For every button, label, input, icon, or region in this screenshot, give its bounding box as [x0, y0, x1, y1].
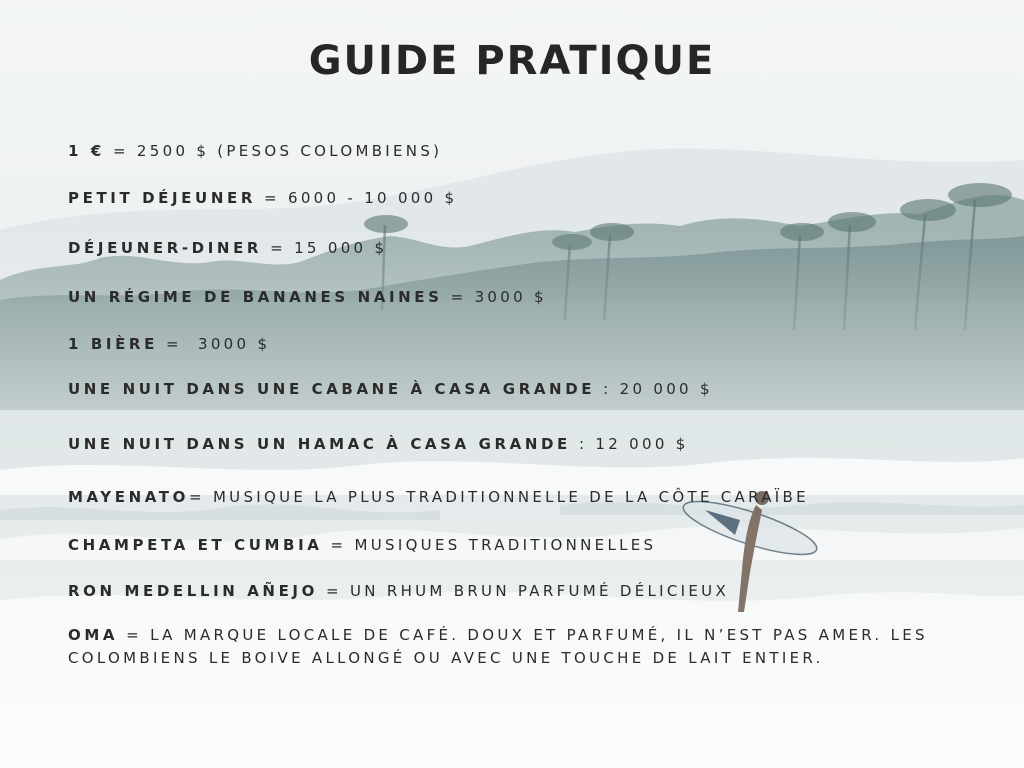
item-separator: :: [595, 380, 620, 398]
item-key: 1 BIÈRE: [68, 335, 158, 353]
page-title: GUIDE PRATIQUE: [308, 38, 716, 84]
guide-item-rum: [68, 580, 729, 603]
item-value: 15 000 $: [294, 239, 388, 257]
item-value: 12 000 $: [595, 435, 689, 453]
item-value: 20 000 $: [619, 380, 713, 398]
guide-item-mayenato: [68, 486, 809, 509]
guide-item-cabin-night: [68, 378, 713, 401]
item-separator: =: [322, 536, 355, 554]
item-separator: =: [262, 239, 295, 257]
item-key: PETIT DÉJEUNER: [68, 189, 256, 207]
item-value: MUSIQUES TRADITIONNELLES: [354, 536, 657, 554]
item-value: UN RHUM BRUN PARFUMÉ DÉLICIEUX: [349, 582, 730, 600]
item-value: 3000 $: [198, 335, 271, 353]
item-key: CHAMPETA ET CUMBIA: [68, 536, 323, 554]
item-value: LA MARQUE LOCALE DE CAFÉ. DOUX ET PARFUMÉ, IL N’EST PAS AMER. LES COLOMBIENS LE BOIVE ALLONGÉ OU AVEC UNE TOUCHE DE LAIT ENTIER.: [68, 626, 928, 667]
item-separator: =: [255, 189, 288, 207]
guide-item-exchange-rate: [68, 140, 442, 163]
item-value: 3000 $: [474, 288, 547, 306]
guide-item-champeta-cumbia: [68, 534, 656, 557]
item-key: UN RÉGIME DE BANANES NAINES: [68, 288, 443, 306]
item-separator: =: [118, 626, 151, 644]
item-key: 1 €: [68, 142, 105, 160]
item-separator: =: [157, 335, 198, 353]
item-separator: =: [189, 488, 213, 506]
item-key: UNE NUIT DANS UNE CABANE À CASA GRANDE: [68, 380, 596, 398]
item-key: UNE NUIT DANS UN HAMAC À CASA GRANDE: [68, 435, 571, 453]
item-key: DÉJEUNER-DINER: [68, 239, 263, 257]
item-separator: =: [317, 582, 350, 600]
guide-item-hammock-night: [68, 433, 689, 456]
guide-item-breakfast: [68, 187, 457, 210]
guide-item-coffee: [68, 624, 1018, 670]
guide-item-beer: [68, 333, 270, 356]
item-value: 2500 $ (PESOS COLOMBIENS): [136, 142, 443, 160]
item-value: MUSIQUE LA PLUS TRADITIONNELLE DE LA CÔTE CARAÏBE: [212, 488, 809, 506]
item-separator: :: [570, 435, 596, 453]
item-key: RON MEDELLIN AÑEJO: [68, 582, 318, 600]
item-key: MAYENATO: [68, 488, 189, 506]
guide-item-lunch-dinner: [68, 237, 387, 260]
item-separator: =: [442, 288, 475, 306]
item-value: 6000 - 10 000 $: [287, 189, 458, 207]
guide-item-bananas: [68, 286, 547, 309]
item-separator: =: [104, 142, 137, 160]
item-key: OMA: [68, 626, 119, 644]
